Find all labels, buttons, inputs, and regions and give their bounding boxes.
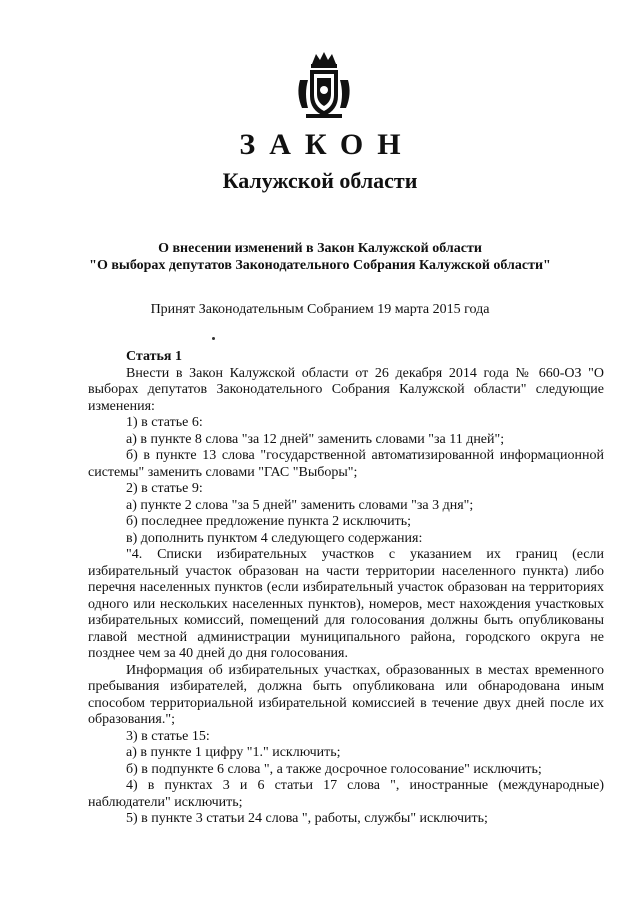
article-paragraph: б) в пункте 13 слова "государственной автоматизированной информационной системы" заменить словами "ГАС "Выборы"; xyxy=(88,448,604,480)
document-title: ЗАКОН xyxy=(239,128,415,161)
article-paragraph: б) последнее предложение пункта 2 исключить; xyxy=(126,514,412,529)
article-paragraph: 3) в статье 15: xyxy=(126,728,210,744)
document-region: Калужской области xyxy=(222,168,418,193)
article-paragraph: Внести в Закон Калужской области от 26 декабря 2014 года № 660-ОЗ "О выборах депутатов Законодательного Собрания Калужской области" следующие изменения: xyxy=(88,365,604,414)
article-body xyxy=(88,349,604,828)
article-paragraph: 4) в пунктах 3 и 6 статьи 17 слова ", иностранные (международные) наблюдатели" исключить; xyxy=(88,778,604,810)
article-paragraph: а) в пункте 1 цифру "1." исключить; xyxy=(126,745,341,760)
stray-mark xyxy=(212,337,215,340)
article-heading: Статья 1 xyxy=(126,349,182,364)
article-paragraph: 1) в статье 6: xyxy=(126,415,203,430)
article-paragraph: 2) в статье 9: xyxy=(126,481,203,496)
law-subject xyxy=(0,240,640,274)
law-subject-line-1: О внесении изменений в Закон Калужской области xyxy=(158,241,482,256)
article-paragraph: а) в пункте 8 слова "за 12 дней" заменить словами "за 11 дней"; xyxy=(126,431,505,447)
coat-of-arms-icon xyxy=(294,50,354,122)
article-paragraph: "4. Списки избирательных участков с указанием их границ (если избирательный участок образован на части территории населенного пункта) либо перечня населенных пунктов (если избирательный участок образован на территориях одного или нескольких населенных пунктов), номеров, мест нахождения участковых избирательных комиссий, помещений для голосования должны быть опубликованы главой местной администрации муниципального района, городского округа не позднее чем за 40 дней до дня голосования. xyxy=(88,547,604,661)
article-paragraph: 5) в пункте 3 статьи 24 слова ", работы, службы" исключить; xyxy=(126,811,488,826)
article-paragraph: Информация об избирательных участках, образованных в местах временного пребывания избирателей, должна быть опубликована или обнародована иным способом территориальной избирательной комиссией в течение двух дней после их образования."; xyxy=(88,662,604,727)
article-paragraphs xyxy=(88,366,604,828)
article-paragraph: б) в подпункте 6 слова ", а также досрочное голосование" исключить; xyxy=(126,761,542,777)
article-paragraph: а) пункте 2 слова "за 5 дней" заменить словами "за 3 дня"; xyxy=(126,497,474,513)
article-paragraph: в) дополнить пунктом 4 следующего содержания: xyxy=(126,530,423,546)
law-subject-line-2: "О выборах депутатов Законодательного Собрания Калужской области" xyxy=(89,258,551,273)
adoption-line: Принят Законодательным Собранием 19 марта 2015 года xyxy=(150,302,490,317)
